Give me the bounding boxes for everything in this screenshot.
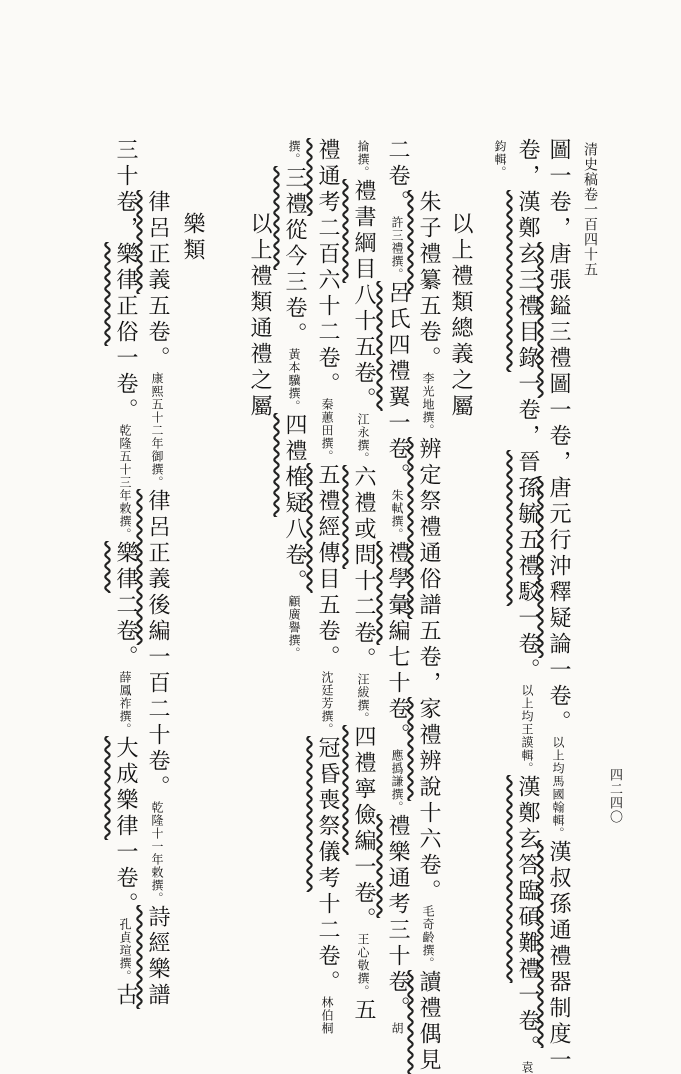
book-title: 四禮榷疑: [282, 413, 307, 517]
main-text: 三十卷。: [385, 918, 410, 1022]
author-note: 胡: [390, 1022, 404, 1035]
main-text: 一卷。: [385, 411, 410, 489]
main-text: 一卷。: [113, 840, 138, 918]
main-text: 一卷，: [515, 372, 540, 450]
book-title: 禮樂通考: [385, 814, 410, 918]
main-text: 一卷，: [546, 398, 571, 476]
author-note: 鈞輯。: [493, 140, 507, 179]
author-note: 林伯桐: [320, 996, 334, 1035]
text-column: [487, 140, 513, 179]
book-title: 律呂正義後編: [145, 489, 170, 645]
author-note: 江永撰。: [356, 413, 370, 465]
book-title: 樂律: [113, 541, 138, 593]
book-title: 六禮或問: [351, 465, 376, 569]
main-text: 二卷。: [113, 593, 138, 671]
main-text: 七十卷。: [385, 645, 410, 749]
author-note: 李光地撰。: [421, 372, 435, 437]
author-note: 顧廣譽撰。: [287, 595, 301, 660]
main-text: 三卷。: [282, 270, 307, 348]
author-note: 王心敬撰。: [356, 933, 370, 998]
main-text: 一卷。: [113, 346, 138, 424]
book-title: 大成樂律: [113, 736, 138, 840]
book-title: 晉孫毓五禮駁: [515, 450, 540, 606]
book-title: 漢叔孫通禮器制度: [546, 840, 571, 1048]
text-column: [314, 138, 340, 1035]
text-column: [545, 138, 571, 1074]
book-title: 五禮經傳目: [315, 463, 340, 593]
page-number: 四二四〇: [607, 768, 622, 824]
book-title: 冠昏喪祭儀考: [315, 736, 340, 892]
main-text: 三十卷，: [113, 138, 138, 242]
main-text: 八十五卷。: [351, 283, 376, 413]
main-text: 一卷。: [515, 983, 540, 1061]
author-note: 孔貞瑄撰。: [118, 918, 132, 983]
book-title: 律呂正義: [145, 190, 170, 294]
author-note: 汪紱撰。: [356, 673, 370, 725]
main-text: 一卷。: [351, 855, 376, 933]
author-note: 沈廷芳撰。: [320, 671, 334, 736]
main-text: 一卷。: [515, 606, 540, 684]
book-title: 唐張鎰三禮圖: [546, 242, 571, 398]
main-text: 圖一卷，: [546, 138, 571, 242]
author-note: 黃本驥撰。: [287, 348, 301, 413]
author-note: 掄撰。: [356, 140, 370, 179]
main-text: 五卷。: [416, 294, 441, 372]
main-text: 二卷。: [385, 138, 410, 216]
author-note: 秦蕙田撰。: [320, 398, 334, 463]
book-title: 辨定祭禮通俗譜: [416, 437, 441, 619]
book-title: 釋疑論: [546, 580, 571, 658]
main-text: 十六卷。: [416, 801, 441, 905]
author-note: 以上均王謨輯。: [520, 684, 534, 775]
main-text: 五: [351, 998, 376, 1024]
main-text: 卷，: [515, 138, 540, 190]
book-title: 禮書綱目: [351, 179, 376, 283]
main-text: 一: [546, 1048, 571, 1074]
main-text: 十二卷。: [315, 892, 340, 996]
text-column: [281, 140, 307, 660]
text-column: [112, 138, 138, 1009]
main-text: 古: [113, 983, 138, 1009]
book-title: 漢鄭玄三禮目錄: [515, 190, 540, 372]
main-text: 一百二十卷。: [145, 645, 170, 801]
book-title: 呂氏四禮翼: [385, 281, 410, 411]
text-column: [350, 140, 376, 1024]
main-text: 以上禮類通禮之屬: [247, 212, 272, 420]
text-column: [246, 212, 272, 420]
book-title: 朱子禮纂: [416, 190, 441, 294]
book-title: 禮學彙編: [385, 541, 410, 645]
running-title: 清史稿卷一百四十五: [582, 142, 598, 277]
author-note: 朱軾撰。: [390, 489, 404, 541]
main-text: 五卷。: [145, 294, 170, 372]
book-title: 讀禮偶見: [416, 970, 441, 1074]
author-note: 以上均馬國翰輯。: [551, 736, 565, 840]
text-column: [514, 138, 540, 1074]
author-note: 毛奇齡撰。: [421, 905, 435, 970]
text-column: [384, 138, 410, 1035]
main-text: 一卷。: [546, 658, 571, 736]
main-text: 以上禮類總義之屬: [448, 212, 473, 420]
book-title: 詩經樂譜: [145, 905, 170, 1009]
book-title: 漢鄭玄答臨碩難禮: [515, 775, 540, 983]
author-note: 乾隆十一年敕撰。: [150, 801, 164, 905]
author-note: 撰。: [287, 140, 301, 166]
author-note: 許三禮撰。: [390, 216, 404, 281]
main-text: 二百六十二卷。: [315, 216, 340, 398]
main-text: 樂類: [180, 212, 205, 264]
main-text: 八卷。: [282, 517, 307, 595]
author-note: 康熙五十二年御撰。: [150, 372, 164, 489]
author-note: 應撝謙撰。: [390, 749, 404, 814]
main-text: 五卷，: [416, 619, 441, 697]
author-note: 薛鳳祚撰。: [118, 671, 132, 736]
book-title: 禮通考: [315, 138, 340, 216]
main-text: 十二卷。: [351, 569, 376, 673]
text-column: [447, 212, 473, 420]
book-title: 家禮辨說: [416, 697, 441, 801]
author-note: 乾隆五十三年敕撰。: [118, 424, 132, 541]
book-title: 四禮寧儉編: [351, 725, 376, 855]
text-column: [144, 190, 170, 1009]
text-column: [179, 212, 205, 264]
book-title: 唐元行沖: [546, 476, 571, 580]
author-note: 袁: [520, 1061, 534, 1074]
main-text: 五卷。: [315, 593, 340, 671]
book-title: 樂律正俗: [113, 242, 138, 346]
text-column: [415, 190, 441, 1074]
book-title: 三禮從今: [282, 166, 307, 270]
